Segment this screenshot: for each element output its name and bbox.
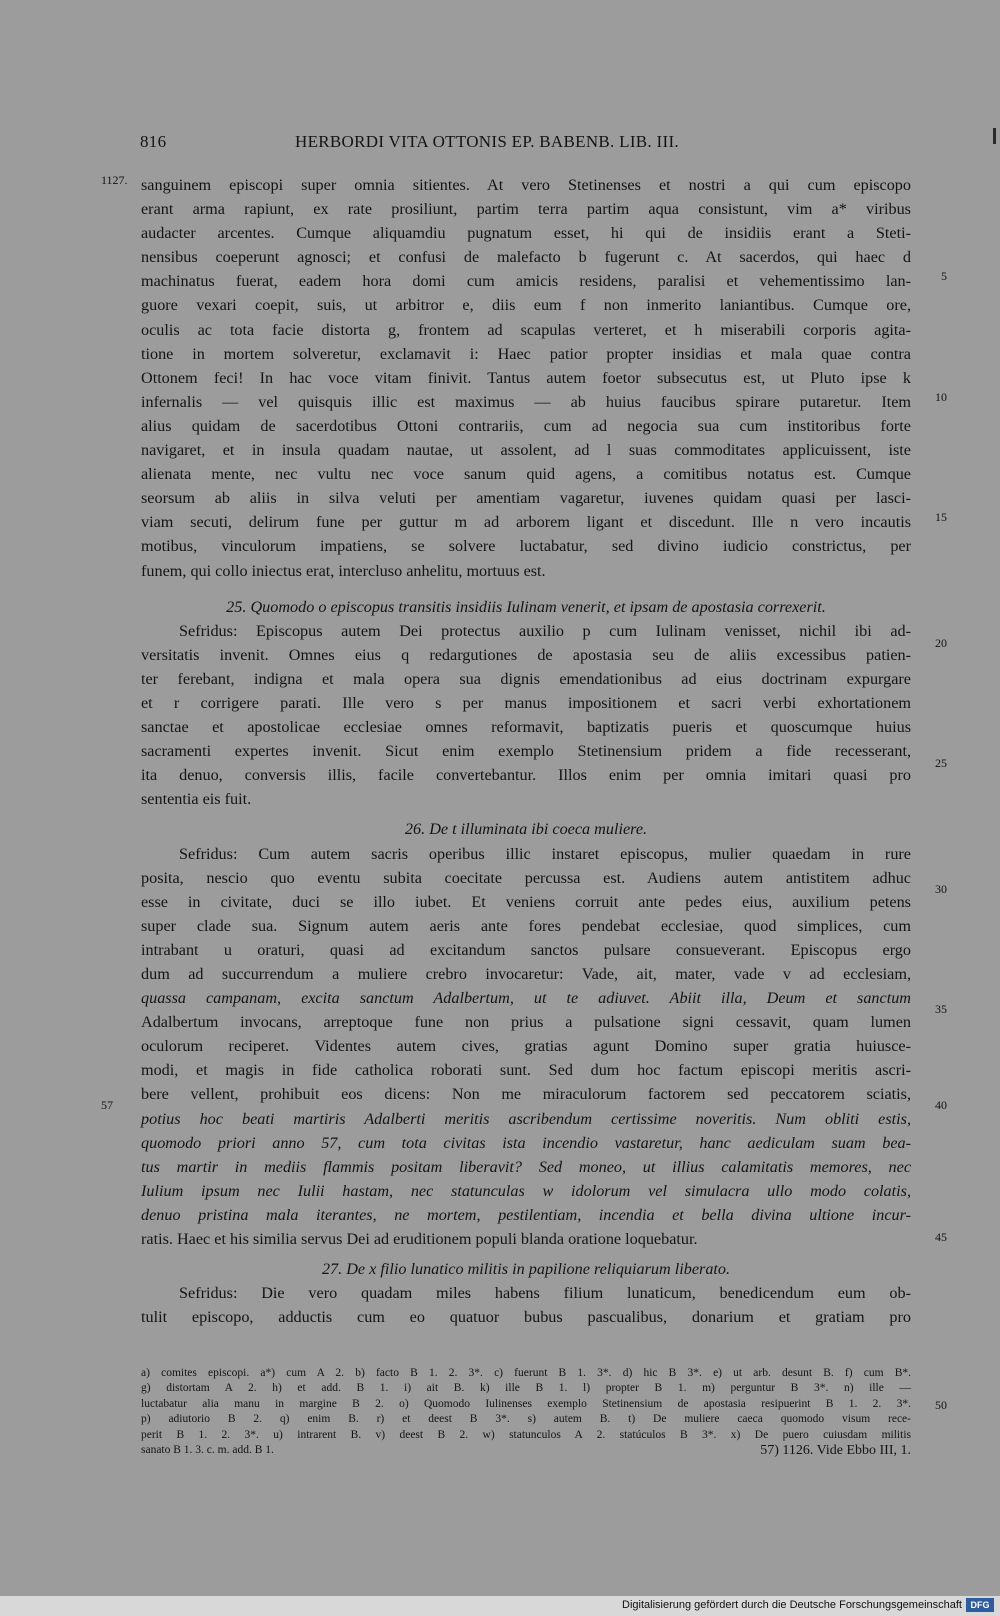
text-line: ratis. Haec et his similia servus Dei ad eruditionem populi blanda oratione loquebatur. [141,1230,698,1249]
line-number: 30 [935,882,947,896]
footnote-line: p) adiutorio B 2. q) enim B. r) et deest B 3*. s) autem B. t) De muliere caeca quomodo visum rece- [141,1413,911,1426]
line-number: 45 [935,1230,947,1244]
text-line: esse in civitate, duci se illo iubet. Et veniens corruit ante pedes eius, auxilium petens [141,892,911,911]
footnote-line: g) distortam A 2. h) et add. B 1. i) ait B. k) ille B 1. l) propter B 1. m) perguntur B 3*. n) ille — [141,1382,911,1395]
text-line: alius quidam de sacerdotibus Ottoni contrariis, cum ad negocia sua cum institoribus forte [141,416,911,435]
text-line: versitatis invenit. Omnes eius q redargutiones de apostasia seu de aliis excessibus patien- [141,645,911,664]
text-line: intrabant u oraturi, quasi ad excitandum sanctos pulsare consueverant. Episcopus ergo [141,940,911,959]
text-line: sacramenti expertes invenit. Sicut enim exemplo Stetinensium pridem a fide recesserant, [141,742,911,761]
dfg-logo: DFG [966,1598,994,1612]
text-line: sententia eis fuit. [141,790,252,809]
line-number: 10 [935,390,947,404]
line-number: 15 [935,510,947,524]
text-line: Sefridus: Die vero quadam miles habens filium lunaticum, benedicendum eum ob- [179,1284,911,1303]
text-line: sanguinem episcopi super omnia sitientes. At vero Stetinenses et nostri a qui cum episcopo [141,176,911,194]
text-line: seorsum ab aliis in silva veluti per amentiam vagaretur, iuvenes quidam quasi per lasci- [141,489,911,508]
line-number: 40 [935,1098,947,1112]
line-number: 35 [935,1002,947,1016]
chapter-heading-27: 27. De x filio lunatico militis in papilione reliquiarum liberato. [321,1260,731,1279]
digitization-credit: Digitalisierung gefördert durch die Deutsche Forschungsgemeinschaft [622,1599,962,1611]
text-line: viam secuti, delirum fune per guttur m ad arborem ligant et discedunt. Ille n vero incautis [141,513,911,532]
text-line: potius hoc beati martiris Adalberti meritis ascribendum certissime noveritis. Num obliti estis, [141,1109,911,1128]
text-line: erant arma rapiunt, ex rate prosiliunt, partim terra partim aqua consistunt, vim a* viribus [141,200,911,219]
text-line: quomodo priori anno 57, cum tota civitas ista incendio vastaretur, hanc aediculam suam bea- [141,1133,911,1152]
text-line: modi, et magis in fide catholica roborati sunt. Sed dum hoc factum episcopi meritis ascri- [141,1061,911,1080]
text-line: ter ferebant, indigna et mala opera sua dignis emendationibus ad eius doctrinam expurgare [141,669,911,688]
line-number: 5 [941,269,947,283]
text-line: Sefridus: Episcopus autem Dei protectus auxilio p cum Iulinam venisset, nichil ibi ad- [179,621,911,640]
line-number: 20 [935,636,947,650]
text-line: tione in mortem solveretur, exclamavit i: Haec patior propter insidias et mala quae contra [141,344,911,363]
footnote-57: 57) 1126. Vide Ebbo III, 1. [760,1442,911,1458]
text-line: dum ad succurrendum a muliere crebro invocaretur: Vade, ait, mater, vade v ad ecclesiam, [141,965,911,983]
footnote-text: sanato B 1. 3. c. m. add. B 1. [141,1443,274,1456]
page-number: 816 [140,132,167,151]
footnotes [141,1366,947,1458]
text-line: motibus, vinculorum impatiens, se solvere luctabatur, sed divino iudicio constrictus, per [141,537,911,556]
margin-year: 1127. [101,173,128,187]
text-line: et r corrigere parati. Ille vero s per manus impositionem et sacri verbi exhortationem [141,693,911,712]
footnote-line: a) comites episcopi. a*) cum A 2. b) facto B 1. 2. 3*. c) fuerunt B 1. 3*. d) hic B 3*. e) ut arb. desunt B. f) cum B*. [141,1367,911,1379]
text-line: tulit episcopo, adductis cum eo quatuor bubus pascualibus, donarium et gratiam pro [141,1308,911,1327]
footnote-line [141,1443,911,1458]
text-line: alienata mente, nec vultu nec voce sanum quid agens, a comitibus notatus est. Cumque [141,465,911,484]
text-line: infernalis — vel quisquis illic est maximus — ab huius faucibus spirare putaretur. Item [141,392,911,411]
text-line: nensibus coeperunt agnosci; et confusi de malefacto b fugerunt c. At sacerdos, qui haec d [141,248,911,267]
main-text [101,173,947,1329]
footnote-line: perit B 1. 2. 3*. u) intrarent B. v) deest B 2. w) statunculos A 2. statúculos B 3*. x) De puero cuiusdam militis [141,1428,911,1441]
text-line: quassa campanam, excita sanctum Adalbertum, ut te adiuvet. Abiit illa, Deum et sanctum [141,989,911,1008]
text-line: super clade sua. Signum autem aeris ante fores pendebat ecclesiae, quod simplices, cum [141,916,911,935]
chapter-heading-25: 25. Quomodo o episcopus transitis insidiis Iulinam venerit, et ipsam de apostasia correxerit. [226,597,826,616]
text-line: navigaret, et in insula quadam nautae, ut assolent, ad l suas commoditates applicuissent, iste [141,441,911,460]
text-line: Adalbertum invocans, arreptoque fune non prius a pulsatione signi cessavit, quam lumen [141,1013,911,1032]
text-line: funem, qui collo iniectus erat, intercluso anhelitu, mortuus est. [141,561,546,580]
text-line: Sefridus: Cum autem sacris operibus illic instaret episcopus, mulier quaedam in rure [179,844,911,863]
text-line: bere vellent, prohibuit eos dicens: Non me miraculorum factorem sed peccatorem sciatis, [141,1085,911,1104]
text-line: guore vexari coepit, suis, ut arbitror e, diis eum f non inmerito laniantibus. Cumque ore, [141,296,911,315]
text-line: Ottonem feci! In hac voce vitam finivit. Tantus autem foetor subsecutus est, ut Pluto ipse k [141,368,911,387]
digitization-footer [0,1596,1000,1616]
chapter-heading-26: 26. De t illuminata ibi coeca muliere. [404,820,648,839]
footnote-line: luctabatur alia manu in margine B 2. o) Quomodo Iulinenses exemplo Stetinensium de apostasia resipuerint B 1. 2. 3*. [141,1397,911,1410]
line-number: 25 [935,756,947,770]
text-line: machinatus fuerat, eadem hora domi cum amicis residens, paralisi et vehementissimo lan- [141,272,911,291]
text-line: tus martir in mediis flammis positam liberavit? Sed moneo, ut illius calamitatis memores, nec [141,1157,911,1176]
line-number: 50 [935,1398,947,1412]
text-line: sanctae et apostolicae ecclesiae omnes reformavit, baptizatis pueris et quoscumque huius [141,718,911,737]
text-line: oculis ac tota facie distorta g, frontem ad scapulas verteret, et h miserabili corporis agita- [141,320,911,339]
margin-note-57: 57 [101,1098,113,1112]
text-line: posita, nescio quo eventu subita coecitate percussa est. Audiens autem antistitem adhuc [141,868,911,887]
text-line: Iulium ipsum nec Iulii hastam, nec statunculas w idolorum vel simulacra ullo modo colatis, [141,1181,911,1200]
text-line: ita denuo, conversis illis, facile convertebantur. Illos enim per omnia imitari quasi pro [141,766,911,785]
text-line: audacter arcentes. Cumque aliquamdiu pugnatum esset, hi qui de insidiis erant a Steti- [141,224,911,243]
text-line: denuo pristina mala iterantes, ne mortem, pestilentiam, incendia et bella divina ultione incur- [141,1205,911,1224]
scan-edge-mark [993,128,996,144]
running-title: HERBORDI VITA OTTONIS EP. BABENB. LIB. III. [295,132,679,151]
text-line: oculorum reciperet. Videntes autem cives, gratias agunt Domino super gratia huiusce- [141,1037,911,1056]
